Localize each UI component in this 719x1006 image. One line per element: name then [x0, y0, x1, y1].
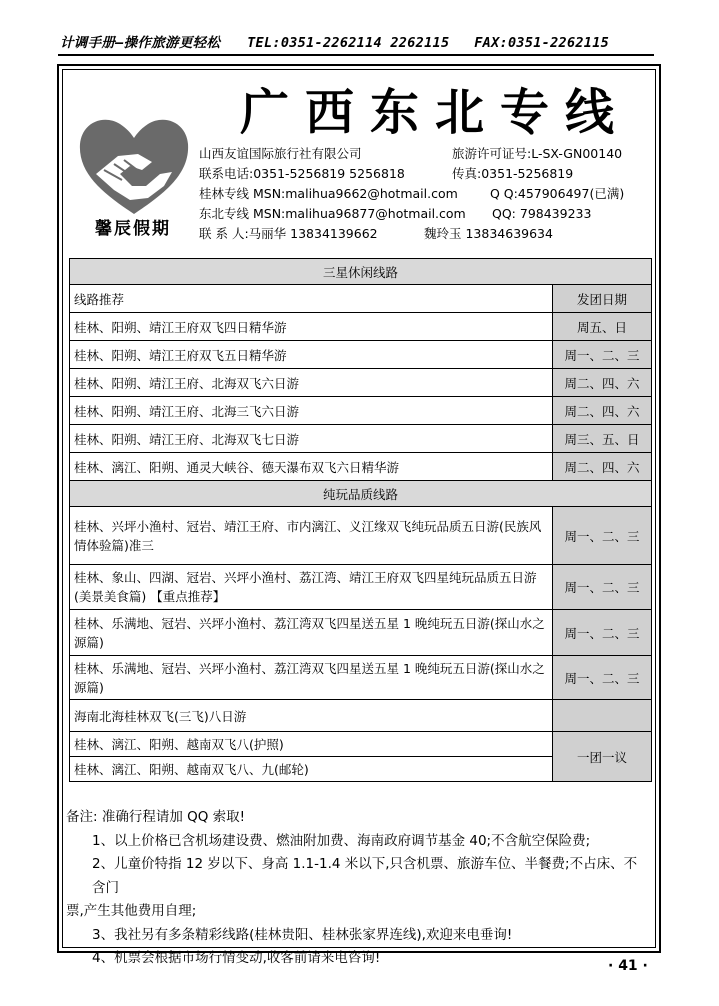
route-name: 海南北海桂林双飞(三飞)八日游	[70, 700, 553, 732]
route-name: 桂林、阳朔、靖江王府、北海双飞六日游	[70, 369, 553, 397]
section-header: 纯玩品质线路	[70, 481, 652, 507]
departure-days: 周二、四、六	[553, 369, 652, 397]
note-2-continued: 票,产生其他费用自理;	[66, 903, 197, 919]
departure-days: 周二、四、六	[553, 397, 652, 425]
header-slogan: 计调手册—操作旅游更轻松	[60, 35, 221, 51]
departure-days: 周二、四、六	[553, 453, 652, 481]
route-name: 桂林、象山、四湖、冠岩、兴坪小渔村、荔江湾、靖江王府双飞四星纯玩品质五日游(美景美食篇) 【重点推荐】	[70, 565, 553, 610]
running-header	[60, 31, 652, 53]
departure-days: 周五、日	[553, 313, 652, 341]
departure-days: 周一、二、三	[553, 507, 652, 565]
contact-1: 联 系 人:马丽华 13834139662	[199, 226, 378, 241]
table-row	[70, 341, 652, 369]
departure-days: 周三、五、日	[553, 425, 652, 453]
departure-days: 一团一议	[553, 732, 652, 782]
dongbei-msn: 东北专线 MSN:malihua96877@hotmail.com	[199, 206, 466, 221]
qq-2: QQ: 798439233	[492, 206, 592, 221]
header-rule	[58, 54, 654, 56]
route-name: 桂林、阳朔、靖江王府、北海三飞六日游	[70, 397, 553, 425]
table-row	[70, 369, 652, 397]
routes-table	[69, 258, 652, 782]
table-row	[70, 610, 652, 656]
fax: 传真:0351-5256819	[452, 166, 574, 181]
route-name: 桂林、漓江、阳朔、越南双飞八(护照)	[70, 732, 553, 757]
table-row	[70, 700, 652, 732]
route-name: 桂林、漓江、阳朔、越南双飞八、九(邮轮)	[70, 757, 553, 782]
table-row	[70, 313, 652, 341]
route-name: 桂林、兴坪小渔村、冠岩、靖江王府、市内漓江、义江缘双飞纯玩品质五日游(民族风情体验篇)准三	[70, 507, 553, 565]
table-row	[70, 425, 652, 453]
departure-days: 周一、二、三	[553, 610, 652, 656]
notes	[66, 806, 650, 971]
departure-days: 周一、二、三	[553, 656, 652, 700]
qq-1: Q Q:457906497(已满)	[490, 186, 625, 201]
phone: 联系电话:0351-5256819 5256818	[199, 166, 405, 181]
table-row	[70, 507, 652, 565]
route-name: 桂林、乐满地、冠岩、兴坪小渔村、荔江湾双飞四星送五星 1 晚纯玩五日游(探山水之源篇)	[70, 656, 553, 700]
license-number: 旅游许可证号:L-SX-GN00140	[452, 146, 623, 161]
page-number: · 41 ·	[608, 958, 648, 974]
column-header-route: 线路推荐	[70, 285, 553, 313]
company-name: 山西友谊国际旅行社有限公司	[199, 146, 362, 161]
header-tel: TEL:0351-2262114 2262115	[247, 35, 450, 51]
table-row	[70, 397, 652, 425]
table-row	[70, 732, 652, 757]
route-name: 桂林、乐满地、冠岩、兴坪小渔村、荔江湾双飞四星送五星 1 晚纯玩五日游(探山水之源篇)	[70, 610, 553, 656]
column-header-date: 发团日期	[553, 285, 652, 313]
departure-days	[553, 700, 652, 732]
note-1: 1、以上价格已含机场建设费、燃油附加费、海南政府调节基金 40;不含航空保险费;	[92, 832, 591, 849]
guilin-msn: 桂林专线 MSN:malihua9662@hotmail.com	[199, 186, 458, 201]
route-name: 桂林、阳朔、靖江王府、北海双飞七日游	[70, 425, 553, 453]
logo-text: 馨辰假期	[95, 219, 171, 239]
note-3: 3、我社另有多条精彩线路(桂林贵阳、桂林张家界连线),欢迎来电垂询!	[92, 926, 513, 943]
note-2: 2、儿童价特指 12 岁以下、身高 1.1-1.4 米以下,只含机票、旅游车位、半餐费;不占床、不含门	[92, 856, 638, 896]
table-row	[70, 656, 652, 700]
departure-days: 周一、二、三	[553, 565, 652, 610]
notes-lead: 备注: 准确行程请加 QQ 索取!	[66, 809, 246, 825]
section-header: 三星休闲线路	[70, 259, 652, 285]
page-title: 广西东北专线	[240, 83, 631, 141]
contact-2: 魏玲玉 13834639634	[424, 226, 553, 241]
header-fax: FAX:0351-2262115	[474, 35, 610, 51]
departure-days: 周一、二、三	[553, 341, 652, 369]
route-name: 桂林、阳朔、靖江王府双飞四日精华游	[70, 313, 553, 341]
note-4: 4、机票会根据市场行情变动,收客前请来电咨询!	[92, 950, 381, 966]
route-name: 桂林、阳朔、靖江王府双飞五日精华游	[70, 341, 553, 369]
table-row	[70, 565, 652, 610]
table-row	[70, 453, 652, 481]
route-name: 桂林、漓江、阳朔、通灵大峡谷、德天瀑布双飞六日精华游	[70, 453, 553, 481]
